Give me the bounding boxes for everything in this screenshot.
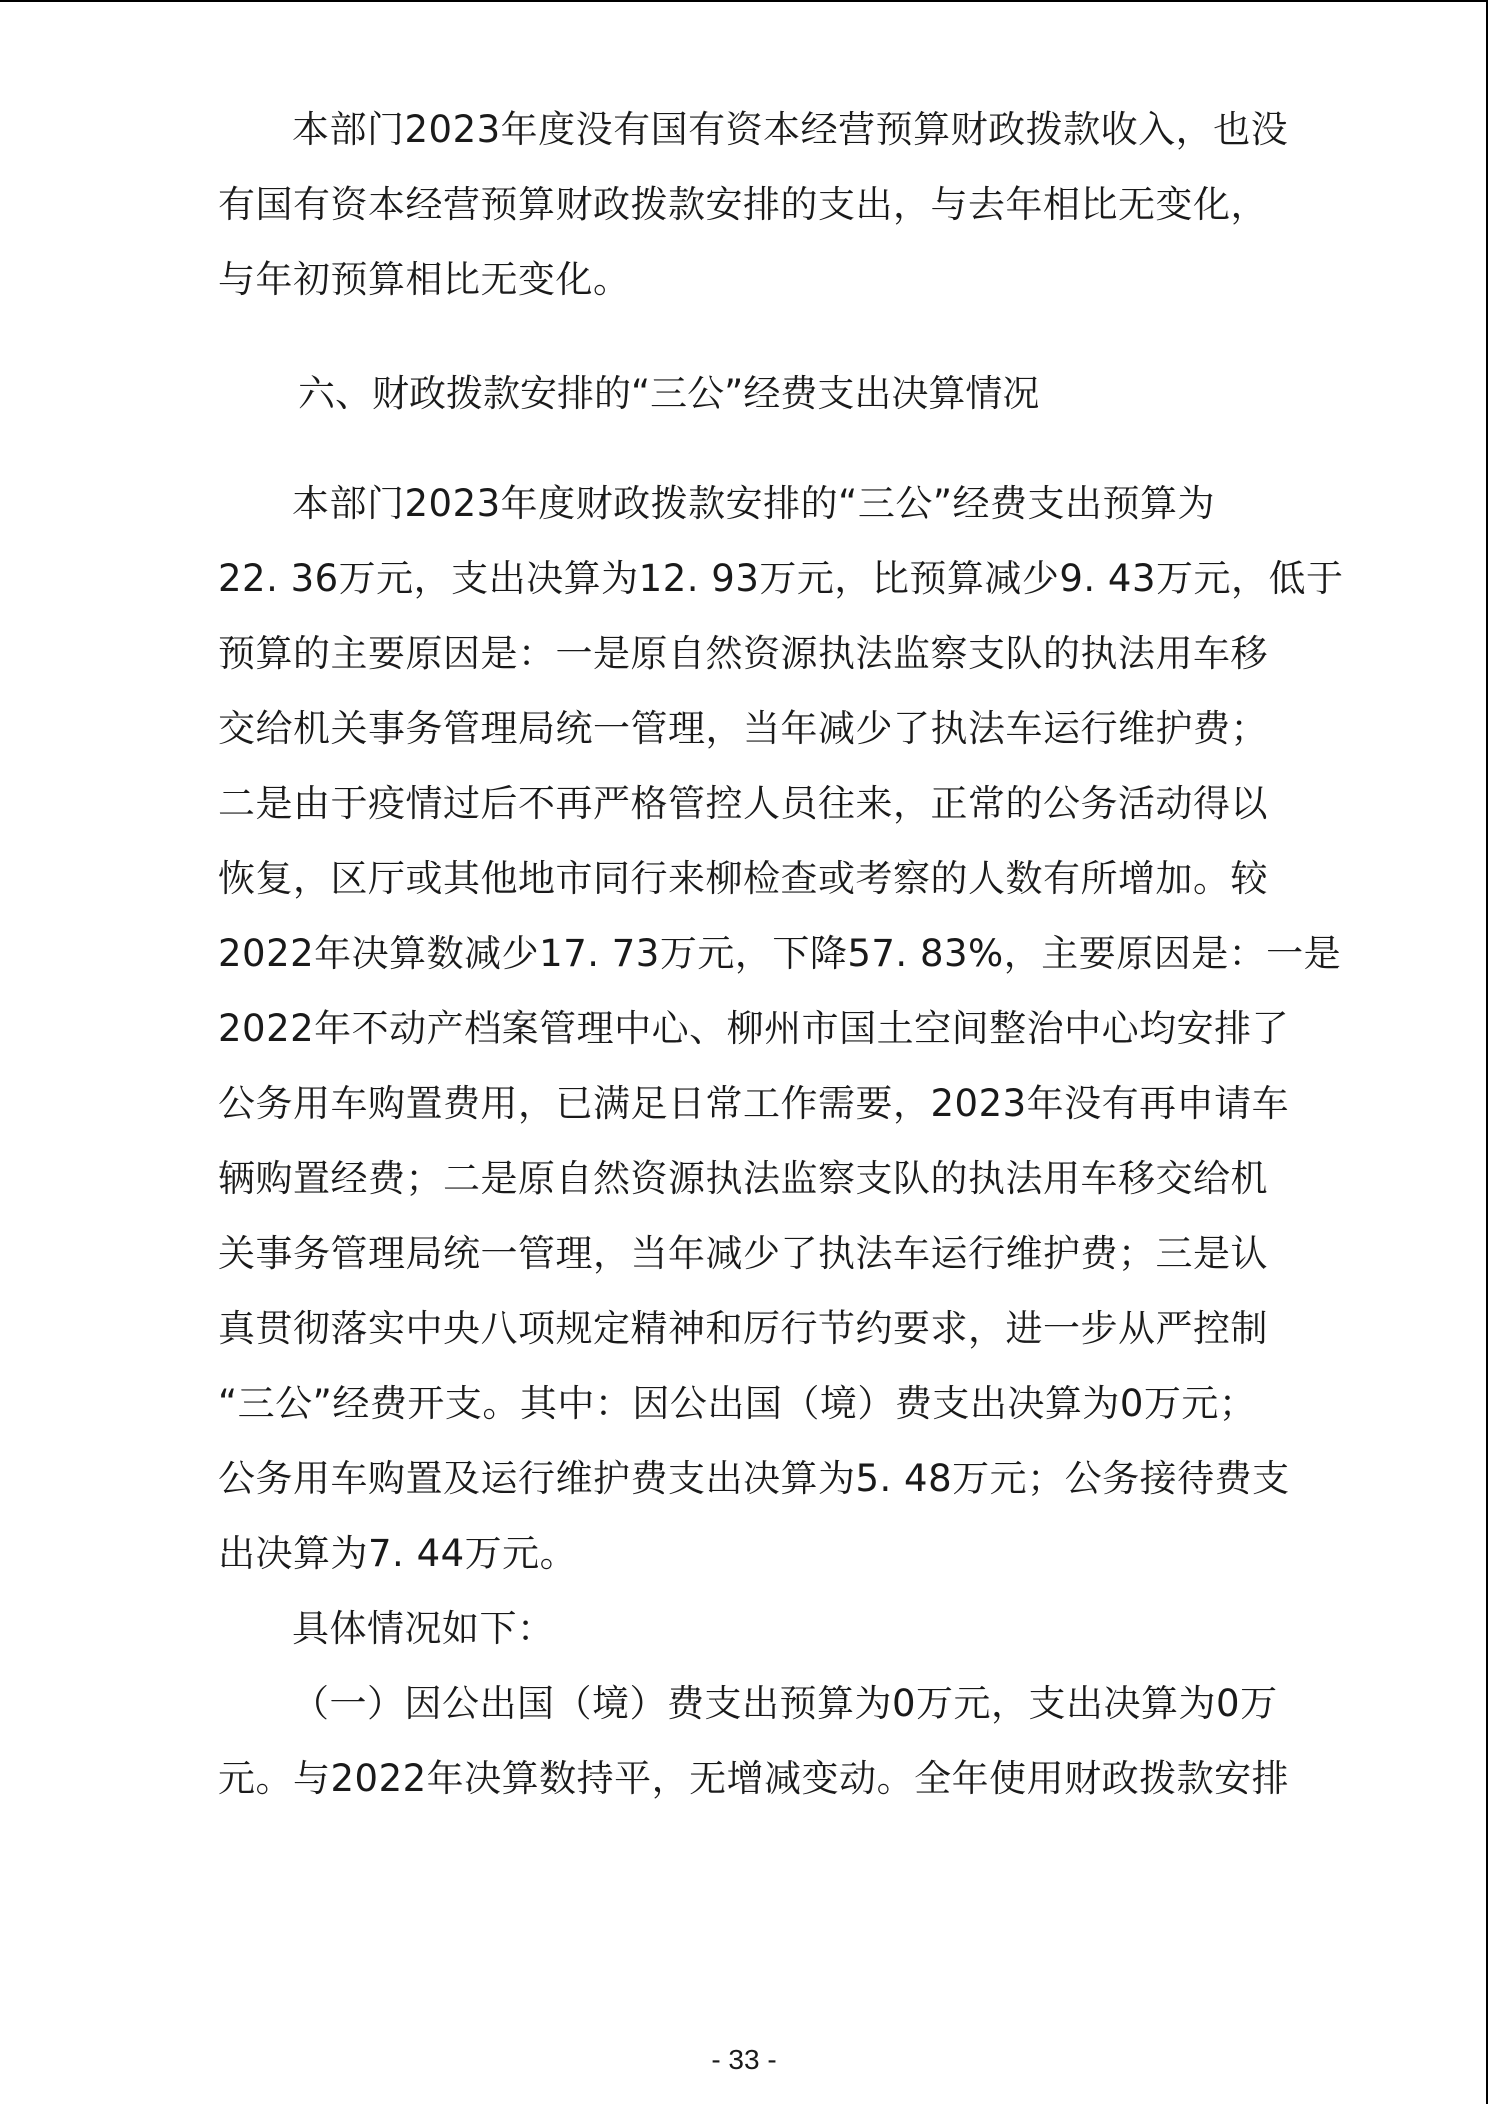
paragraph-state-capital-budget (218, 92, 1288, 317)
text-line: 有国有资本经营预算财政拨款安排的支出，与去年相比无变化， (218, 183, 1268, 226)
text-line: 预算的主要原因是：一是原自然资源执法监察支队的执法用车移 (218, 632, 1268, 675)
text-line: 关事务管理局统一管理，当年减少了执法车运行维护费；三是认 (218, 1232, 1268, 1275)
text-line: 元。与2022年决算数持平，无增减变动。全年使用财政拨款安排 (218, 1757, 1290, 1800)
text-line: 与年初预算相比无变化。 (218, 258, 631, 301)
paragraph-three-public-expenses (218, 466, 1344, 1816)
text-line: 公务用车购置及运行维护费支出决算为5. 48万元；公务接待费支 (218, 1457, 1290, 1500)
text-line: 22. 36万元，支出决算为12. 93万元，比预算减少9. 43万元，低于 (218, 557, 1344, 600)
text-line: 2022年决算数减少17. 73万元，下降57. 83%，主要原因是：一是 (218, 932, 1342, 975)
text-line: 二是由于疫情过后不再严格管控人员往来，正常的公务活动得以 (218, 782, 1268, 825)
text-line: 辆购置经费；二是原自然资源执法监察支队的执法用车移交给机 (218, 1157, 1268, 1200)
text-line: 公务用车购置费用，已满足日常工作需要，2023年没有再申请车 (218, 1082, 1290, 1125)
section-heading-six: 六、财政拨款安排的“三公”经费支出决算情况 (298, 372, 1040, 415)
page-border-top (0, 0, 1488, 2)
text-line: 交给机关事务管理局统一管理，当年减少了执法车运行维护费； (218, 707, 1268, 750)
text-line: 2022年不动产档案管理中心、柳州市国土空间整治中心均安排了 (218, 1007, 1290, 1050)
text-line: “三公”经费开支。其中：因公出国（境）费支出决算为0万元； (218, 1382, 1257, 1425)
text-line: 恢复，区厅或其他地市同行来柳检查或考察的人数有所增加。较 (218, 857, 1268, 900)
page-number: - 33 - (711, 2044, 777, 2075)
paragraph-details-intro: 具体情况如下： (292, 1607, 555, 1650)
text-line: 本部门2023年度没有国有资本经营预算财政拨款收入，也没 (292, 108, 1289, 151)
text-line: 本部门2023年度财政拨款安排的“三公”经费支出预算为 (292, 482, 1215, 525)
text-line: 出决算为7. 44万元。 (218, 1532, 578, 1575)
text-line: 真贯彻落实中央八项规定精神和厉行节约要求，进一步从严控制 (218, 1307, 1268, 1350)
text-line: （一）因公出国（境）费支出预算为0万元，支出决算为0万 (292, 1682, 1278, 1725)
